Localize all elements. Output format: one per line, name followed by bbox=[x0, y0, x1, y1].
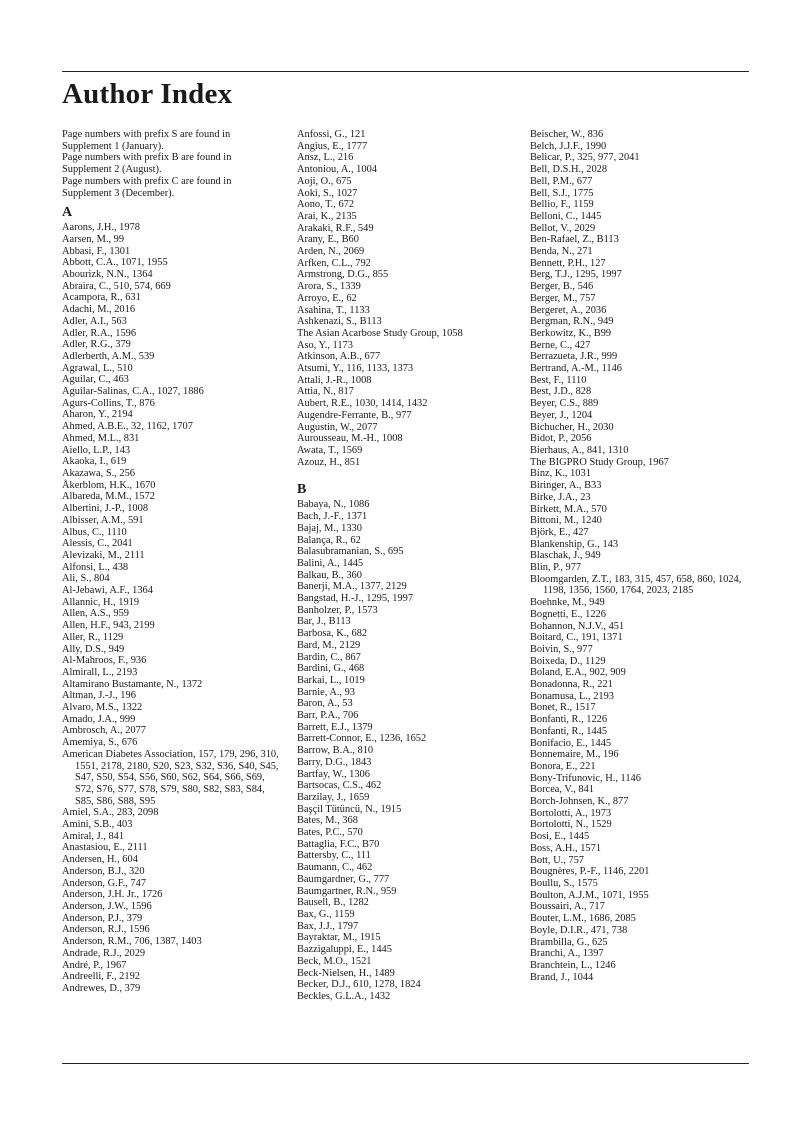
index-entry: Bonet, R., 1517 bbox=[530, 702, 596, 714]
index-entry: Ahmed, A.B.E., 32, 1162, 1707 bbox=[62, 421, 193, 433]
index-entry: Augendre-Ferrante, B., 977 bbox=[297, 409, 412, 421]
index-entry: Amemiya, S., 676 bbox=[62, 737, 138, 749]
index-entry: Angius, E., 1777 bbox=[297, 140, 368, 152]
index-entry: Altamirano Bustamante, N., 1372 bbox=[62, 678, 203, 690]
index-entry: Bennett, P.H., 127 bbox=[530, 257, 606, 269]
index-entry: Bellot, V., 2029 bbox=[530, 222, 596, 234]
index-entry: Bajaj, M., 1330 bbox=[297, 522, 362, 534]
index-entry: Attali, J.-R., 1008 bbox=[297, 374, 372, 386]
index-entry: Anderson, J.W., 1596 bbox=[62, 901, 152, 912]
entry-list bbox=[297, 499, 519, 1002]
index-entry: Bouter, L.M., 1686, 2085 bbox=[530, 913, 636, 925]
index-entry: Amiral, J., 841 bbox=[62, 830, 125, 842]
index-entry: Ashkenazi, S., B113 bbox=[297, 316, 382, 328]
index-entry: Adler, R.A., 1596 bbox=[62, 327, 137, 339]
index-entry: Ally, D.S., 949 bbox=[62, 643, 125, 655]
index-entry: Best, J.D., 828 bbox=[530, 386, 592, 398]
index-entry: Balini, A., 1445 bbox=[297, 557, 364, 569]
index-entry: Alevizaki, M., 2111 bbox=[62, 549, 145, 561]
index-entry: Borch-Johnsen, K., 877 bbox=[530, 796, 629, 808]
index-entry: Blaschak, J., 949 bbox=[530, 550, 601, 562]
intro-note: Page numbers with prefix C are found in Supplement 3 (December). bbox=[62, 175, 232, 199]
index-entry: Branchi, A., 1397 bbox=[530, 948, 604, 960]
index-entry: Belloni, C., 1445 bbox=[530, 210, 602, 222]
index-entry: Anderson, R.J., 1596 bbox=[62, 924, 150, 936]
index-entry: Bates, M., 368 bbox=[297, 815, 358, 827]
index-entry: Adler, A.I., 563 bbox=[62, 315, 127, 327]
index-entry: Belch, J.J.F., 1990 bbox=[530, 140, 607, 152]
index-entry: Berne, C., 427 bbox=[530, 339, 591, 351]
index-entry: Bartsocas, C.S., 462 bbox=[297, 780, 382, 792]
index-entry: Anderson, B.J., 320 bbox=[62, 865, 145, 877]
index-entry: Atkinson, A.B., 677 bbox=[297, 351, 381, 363]
index-entry: Blankenship, G., 143 bbox=[530, 538, 619, 550]
index-entry: Bidot, P., 2056 bbox=[530, 433, 592, 445]
index-entry: Baumgardner, G., 777 bbox=[297, 873, 390, 885]
index-entry: Albareda, M.M., 1572 bbox=[62, 491, 155, 503]
index-entry: Alvaro, M.S., 1322 bbox=[62, 702, 143, 714]
index-entry: Aoki, S., 1027 bbox=[297, 187, 358, 199]
index-entry: Bates, P.C., 570 bbox=[297, 827, 363, 839]
index-entry: Azouz, H., 851 bbox=[297, 456, 361, 468]
index-entry: Bax, J.J., 1797 bbox=[297, 920, 359, 932]
index-entry: Ansz, L., 216 bbox=[297, 152, 354, 164]
index-entry: Becker, D.J., 610, 1278, 1824 bbox=[297, 979, 421, 991]
section-letter-a: A bbox=[62, 205, 73, 221]
index-entry: Anderson, G.F., 747 bbox=[62, 877, 147, 889]
index-entry: Bard, M., 2129 bbox=[297, 639, 361, 651]
index-entry: The BIGPRO Study Group, 1967 bbox=[530, 456, 669, 468]
index-entry: Branchtein, L., 1246 bbox=[530, 959, 616, 971]
index-entry: Bartfay, W., 1306 bbox=[297, 768, 370, 780]
index-entry: Bach, J.-F., 1371 bbox=[297, 511, 368, 523]
index-entry: Akaoka, I., 619 bbox=[62, 456, 127, 468]
index-entry: Bayraktar, M., 1915 bbox=[297, 932, 381, 944]
index-entry: Bergeret, A., 2036 bbox=[530, 304, 607, 316]
index-entry: Beyer, J., 1204 bbox=[530, 409, 593, 421]
bottom-rule bbox=[62, 1063, 749, 1064]
index-entry: Aono, T., 672 bbox=[297, 199, 355, 211]
column-1 bbox=[62, 129, 280, 995]
index-entry: Andreelli, F., 2192 bbox=[62, 971, 140, 983]
index-entry: Anfossi, G., 121 bbox=[297, 129, 366, 140]
index-entry: Bar, J., B113 bbox=[297, 616, 351, 628]
index-entry: Ben-Rafael, Z., B113 bbox=[530, 234, 619, 246]
index-entry: Best, F., 1110 bbox=[530, 374, 587, 386]
index-entry: Bell, D.S.H., 2028 bbox=[530, 164, 608, 176]
index-entry: Amini, S.B., 403 bbox=[62, 819, 133, 831]
index-entry: The Asian Acarbose Study Group, 1058 bbox=[297, 327, 463, 339]
index-entry: Allen, A.S., 959 bbox=[62, 608, 129, 620]
index-entry: Battaglia, F.C., B70 bbox=[297, 838, 380, 850]
page-title: Author Index bbox=[62, 78, 233, 110]
index-entry: Agurs-Collins, T., 876 bbox=[62, 397, 155, 409]
index-entry: Beischer, W., 836 bbox=[530, 129, 604, 140]
entry-list bbox=[297, 129, 519, 468]
section-letter-b: B bbox=[297, 482, 307, 498]
index-entry: Allen, H.F., 943, 2199 bbox=[62, 620, 155, 632]
index-entry: Arakaki, R.F., 549 bbox=[297, 222, 374, 234]
index-entry: Aguilar, C., 463 bbox=[62, 374, 129, 386]
index-entry: Birke, J.A., 23 bbox=[530, 491, 591, 503]
index-entry: Barnie, A., 93 bbox=[297, 686, 356, 698]
index-entry: Alessis, C., 2041 bbox=[62, 538, 133, 550]
index-entry: Boulton, A.J.M., 1071, 1955 bbox=[530, 889, 649, 901]
index-entry: Bloomgarden, Z.T., 183, 315, 457, 658, 860, 1024, 1198, 1356, 1560, 1764, 2023, 2185 bbox=[530, 573, 742, 597]
index-entry: Aiello, L.P., 143 bbox=[62, 444, 131, 456]
index-entry: Berkowitz, K., B99 bbox=[530, 327, 612, 339]
index-entry: Aarsen, M., 99 bbox=[62, 233, 125, 245]
index-entry: Anastasiou, E., 2111 bbox=[62, 842, 148, 854]
index-entry: Brambilla, G., 625 bbox=[530, 936, 608, 948]
index-entry: Biringer, A., B33 bbox=[530, 480, 602, 492]
index-entry: Belicar, P., 325, 977, 2041 bbox=[530, 152, 640, 164]
column-2 bbox=[297, 129, 519, 1003]
index-entry: Augustin, W., 2077 bbox=[297, 421, 378, 433]
index-entry: Bonamusa, L., 2193 bbox=[530, 690, 614, 702]
index-entry: Attia, N., 817 bbox=[297, 386, 354, 398]
index-entry: Borcea, V., 841 bbox=[530, 784, 594, 796]
index-entry: Al-Mahroos, F., 936 bbox=[62, 655, 147, 667]
index-entry: Adachi, M., 2016 bbox=[62, 304, 136, 316]
entry-list bbox=[62, 222, 280, 994]
index-entry: Bertrand, A.-M., 1146 bbox=[530, 363, 622, 375]
index-entry: Aarons, J.H., 1978 bbox=[62, 222, 140, 234]
index-entry: Bonadonna, R., 221 bbox=[530, 679, 613, 691]
index-entry: Battersby, C., 111 bbox=[297, 850, 371, 862]
index-entry: Babaya, N., 1086 bbox=[297, 499, 370, 511]
index-entry: Boss, A.H., 1571 bbox=[530, 842, 602, 854]
index-entry: Bohannon, N.J.V., 451 bbox=[530, 620, 625, 632]
index-entry: Björk, E., 427 bbox=[530, 526, 589, 538]
index-entry: Ali, S., 804 bbox=[62, 573, 110, 585]
index-entry: Bognetti, E., 1226 bbox=[530, 608, 606, 620]
index-entry: Arden, N., 2069 bbox=[297, 246, 365, 258]
index-entry: Barkai, L., 1019 bbox=[297, 674, 365, 686]
index-entry: Ambrosch, A., 2077 bbox=[62, 725, 146, 737]
index-entry: Aharon, Y., 2194 bbox=[62, 409, 133, 421]
index-entry: Agrawal, L., 510 bbox=[62, 362, 133, 374]
index-entry: Allannic, H., 1919 bbox=[62, 596, 140, 608]
index-entry: Bony-Trifunovic, H., 1146 bbox=[530, 772, 641, 784]
index-entry: Boland, E.A., 902, 909 bbox=[530, 667, 626, 679]
index-entry: Berger, B., 546 bbox=[530, 281, 594, 293]
index-entry: Boullu, S., 1575 bbox=[530, 878, 598, 889]
index-entry: Banerji, M.A., 1377, 2129 bbox=[297, 581, 407, 593]
index-entry: Baumgartner, R.N., 959 bbox=[297, 885, 397, 897]
index-entry: Brand, J., 1044 bbox=[530, 971, 594, 983]
index-entry: Boitard, C., 191, 1371 bbox=[530, 632, 623, 644]
index-entry: Akazawa, S., 256 bbox=[62, 467, 136, 479]
index-entry: Başçil Tütüncü, N., 1915 bbox=[297, 803, 402, 815]
index-entry: Bott, U., 757 bbox=[530, 854, 584, 866]
index-entry: Albisser, A.M., 591 bbox=[62, 514, 144, 526]
index-entry: Boehnke, M., 949 bbox=[530, 597, 605, 609]
index-entry: Balasubramanian, S., 695 bbox=[297, 546, 404, 558]
index-entry: Barzilay, J., 1659 bbox=[297, 791, 370, 803]
index-entry: Almirall, L., 2193 bbox=[62, 666, 138, 678]
index-entry: Acampora, R., 631 bbox=[62, 292, 141, 304]
index-entry: Beck-Nielsen, H., 1489 bbox=[297, 967, 395, 979]
index-entry: Berrazueta, J.R., 999 bbox=[530, 351, 618, 363]
index-entry: Beyer, C.S., 889 bbox=[530, 398, 599, 410]
index-entry: Boivin, S., 977 bbox=[530, 643, 593, 655]
index-entry: Barrett-Connor, E., 1236, 1652 bbox=[297, 733, 427, 745]
index-entry: Arany, E., B60 bbox=[297, 234, 359, 246]
index-entry: Amado, J.A., 999 bbox=[62, 713, 136, 725]
index-entry: Arroyo, E., 62 bbox=[297, 292, 357, 304]
index-entry: Andersen, H., 604 bbox=[62, 854, 138, 866]
index-entry: Bergman, R.N., 949 bbox=[530, 316, 614, 328]
top-rule bbox=[62, 71, 749, 72]
index-entry: Bonfanti, R., 1445 bbox=[530, 725, 608, 737]
index-entry: Barr, P.A., 706 bbox=[297, 710, 359, 722]
index-entry: Bausell, B., 1282 bbox=[297, 897, 369, 909]
index-entry: Birkett, M.A., 570 bbox=[530, 503, 607, 515]
index-entry: Abbott, C.A., 1071, 1955 bbox=[62, 257, 168, 269]
index-entry: American Diabetes Association, 157, 179, 296, 310, 1551, 2178, 2180, S20, S23, S32, S36, S40, S45, S47, S50, S54, S56, S60, S62, S64, S66, S69, S72, S76, S77, S78, S79, S80, S82, S83, S84, S85, S86, S88, S95 bbox=[62, 748, 279, 807]
index-entry: Bierhaus, A., 841, 1310 bbox=[530, 444, 629, 456]
index-entry: Beck, M.O., 1521 bbox=[297, 955, 372, 967]
index-entry: Abbasi, F., 1301 bbox=[62, 245, 131, 257]
index-entry: Antoniou, A., 1004 bbox=[297, 164, 377, 176]
index-entry: Bellio, F., 1159 bbox=[530, 199, 594, 211]
index-entry: Albertini, J.-P., 1008 bbox=[62, 503, 149, 515]
index-entry: Amiel, S.A., 283, 2098 bbox=[62, 807, 159, 819]
index-entry: Aso, Y., 1173 bbox=[297, 339, 353, 351]
index-entry: Aoji, O., 675 bbox=[297, 175, 352, 187]
index-entry: Aurousseau, M.-H., 1008 bbox=[297, 433, 403, 445]
index-entry: Abraira, C., 510, 574, 669 bbox=[62, 280, 171, 292]
index-entry: Aller, R., 1129 bbox=[62, 631, 124, 643]
index-entry: Beckles, G.L.A., 1432 bbox=[297, 990, 391, 1002]
index-entry: Andrade, R.J., 2029 bbox=[62, 947, 146, 959]
index-entry: Baron, A., 53 bbox=[297, 698, 353, 710]
index-entry: Armstrong, D.G., 855 bbox=[297, 269, 389, 281]
index-entry: Bangstad, H.-J., 1295, 1997 bbox=[297, 593, 414, 605]
column-3 bbox=[530, 129, 765, 983]
index-entry: Adlerberth, A.M., 539 bbox=[62, 350, 155, 362]
index-entry: Bell, S.J., 1775 bbox=[530, 187, 594, 199]
index-entry: Boyle, D.I.R., 471, 738 bbox=[530, 924, 628, 936]
index-entry: Bortolotti, N., 1529 bbox=[530, 819, 612, 831]
index-entry: Bonora, E., 221 bbox=[530, 760, 596, 772]
index-entry: Berg, T.J., 1295, 1997 bbox=[530, 269, 622, 281]
index-entry: Barrow, B.A., 810 bbox=[297, 745, 374, 757]
index-entry: Balkau, B., 360 bbox=[297, 569, 362, 581]
index-entry: Atsumi, Y., 116, 1133, 1373 bbox=[297, 363, 414, 375]
index-entry: Barrett, E.J., 1379 bbox=[297, 721, 373, 733]
index-entry: Arai, K., 2135 bbox=[297, 210, 357, 222]
entry-list bbox=[530, 129, 765, 983]
index-entry: Bonnemaire, M., 196 bbox=[530, 749, 619, 761]
index-entry: Balança, R., 62 bbox=[297, 534, 361, 546]
index-entry: Bazzigaluppi, E., 1445 bbox=[297, 944, 392, 956]
index-entry: Arora, S., 1339 bbox=[297, 281, 361, 293]
index-entry: Anderson, J.H. Jr., 1726 bbox=[62, 889, 163, 901]
index-entry: Bittoni, M., 1240 bbox=[530, 515, 602, 527]
index-entry: Aguilar-Salinas, C.A., 1027, 1886 bbox=[62, 386, 204, 398]
intro-note: Page numbers with prefix S are found in Supplement 1 (January). bbox=[62, 129, 231, 152]
index-entry: Bosi, E., 1445 bbox=[530, 831, 590, 843]
index-entry: Bax, G., 1159 bbox=[297, 909, 355, 920]
index-entry: Bonfanti, R., 1226 bbox=[530, 714, 608, 726]
index-entry: Albus, C., 1110 bbox=[62, 526, 127, 538]
index-entry: Berger, M., 757 bbox=[530, 292, 596, 304]
index-entry: Baumann, C., 462 bbox=[297, 862, 373, 874]
index-entry: Binz, K., 1031 bbox=[530, 468, 591, 480]
index-entry: Barry, D.G., 1843 bbox=[297, 756, 372, 768]
index-entry: Awata, T., 1569 bbox=[297, 444, 363, 456]
index-entry: Bougnères, P.-F., 1146, 2201 bbox=[530, 866, 650, 878]
index-entry: Anderson, P.J., 379 bbox=[62, 912, 143, 924]
index-entry: Bonifacio, E., 1445 bbox=[530, 737, 612, 749]
index-entry: Bortolotti, A., 1973 bbox=[530, 807, 612, 819]
index-entry: Abourizk, N.N., 1364 bbox=[62, 269, 153, 281]
index-entry: Blin, P., 977 bbox=[530, 562, 582, 574]
index-entry: Boixeda, D., 1129 bbox=[530, 655, 606, 667]
index-entry: Arfken, C.L., 792 bbox=[297, 257, 371, 269]
index-entry: Bardin, C., 867 bbox=[297, 651, 361, 663]
index-entry: Adler, R.G., 379 bbox=[62, 339, 131, 351]
index-entry: Barbosa, K., 682 bbox=[297, 628, 368, 640]
index-entry: Ahmed, M.L., 831 bbox=[62, 432, 140, 444]
index-entry: Boussairi, A., 717 bbox=[530, 901, 605, 913]
index-entry: Bardini, G., 468 bbox=[297, 663, 365, 675]
index-entry: Andrewes, D., 379 bbox=[62, 982, 141, 994]
index-entry: Aubert, R.E., 1030, 1414, 1432 bbox=[297, 398, 428, 410]
index-entry: Anderson, R.M., 706, 1387, 1403 bbox=[62, 936, 202, 948]
index-entry: Bichucher, H., 2030 bbox=[530, 421, 614, 433]
intro-note: Page numbers with prefix B are found in Supplement 2 (August). bbox=[62, 152, 232, 176]
index-entry: André, P., 1967 bbox=[62, 959, 127, 971]
index-entry: Benda, N., 271 bbox=[530, 246, 593, 258]
index-entry: Alfonsi, L., 438 bbox=[62, 561, 129, 573]
index-entry: Banholzer, P., 1573 bbox=[297, 604, 378, 616]
index-entry: Asahina, T., 1133 bbox=[297, 304, 370, 316]
index-entry: Åkerblom, H.K., 1670 bbox=[62, 479, 156, 491]
index-entry: Bell, P.M., 677 bbox=[530, 175, 593, 187]
index-entry: Altman, J.-J., 196 bbox=[62, 690, 136, 702]
index-entry: Al-Jebawi, A.F., 1364 bbox=[62, 585, 153, 597]
